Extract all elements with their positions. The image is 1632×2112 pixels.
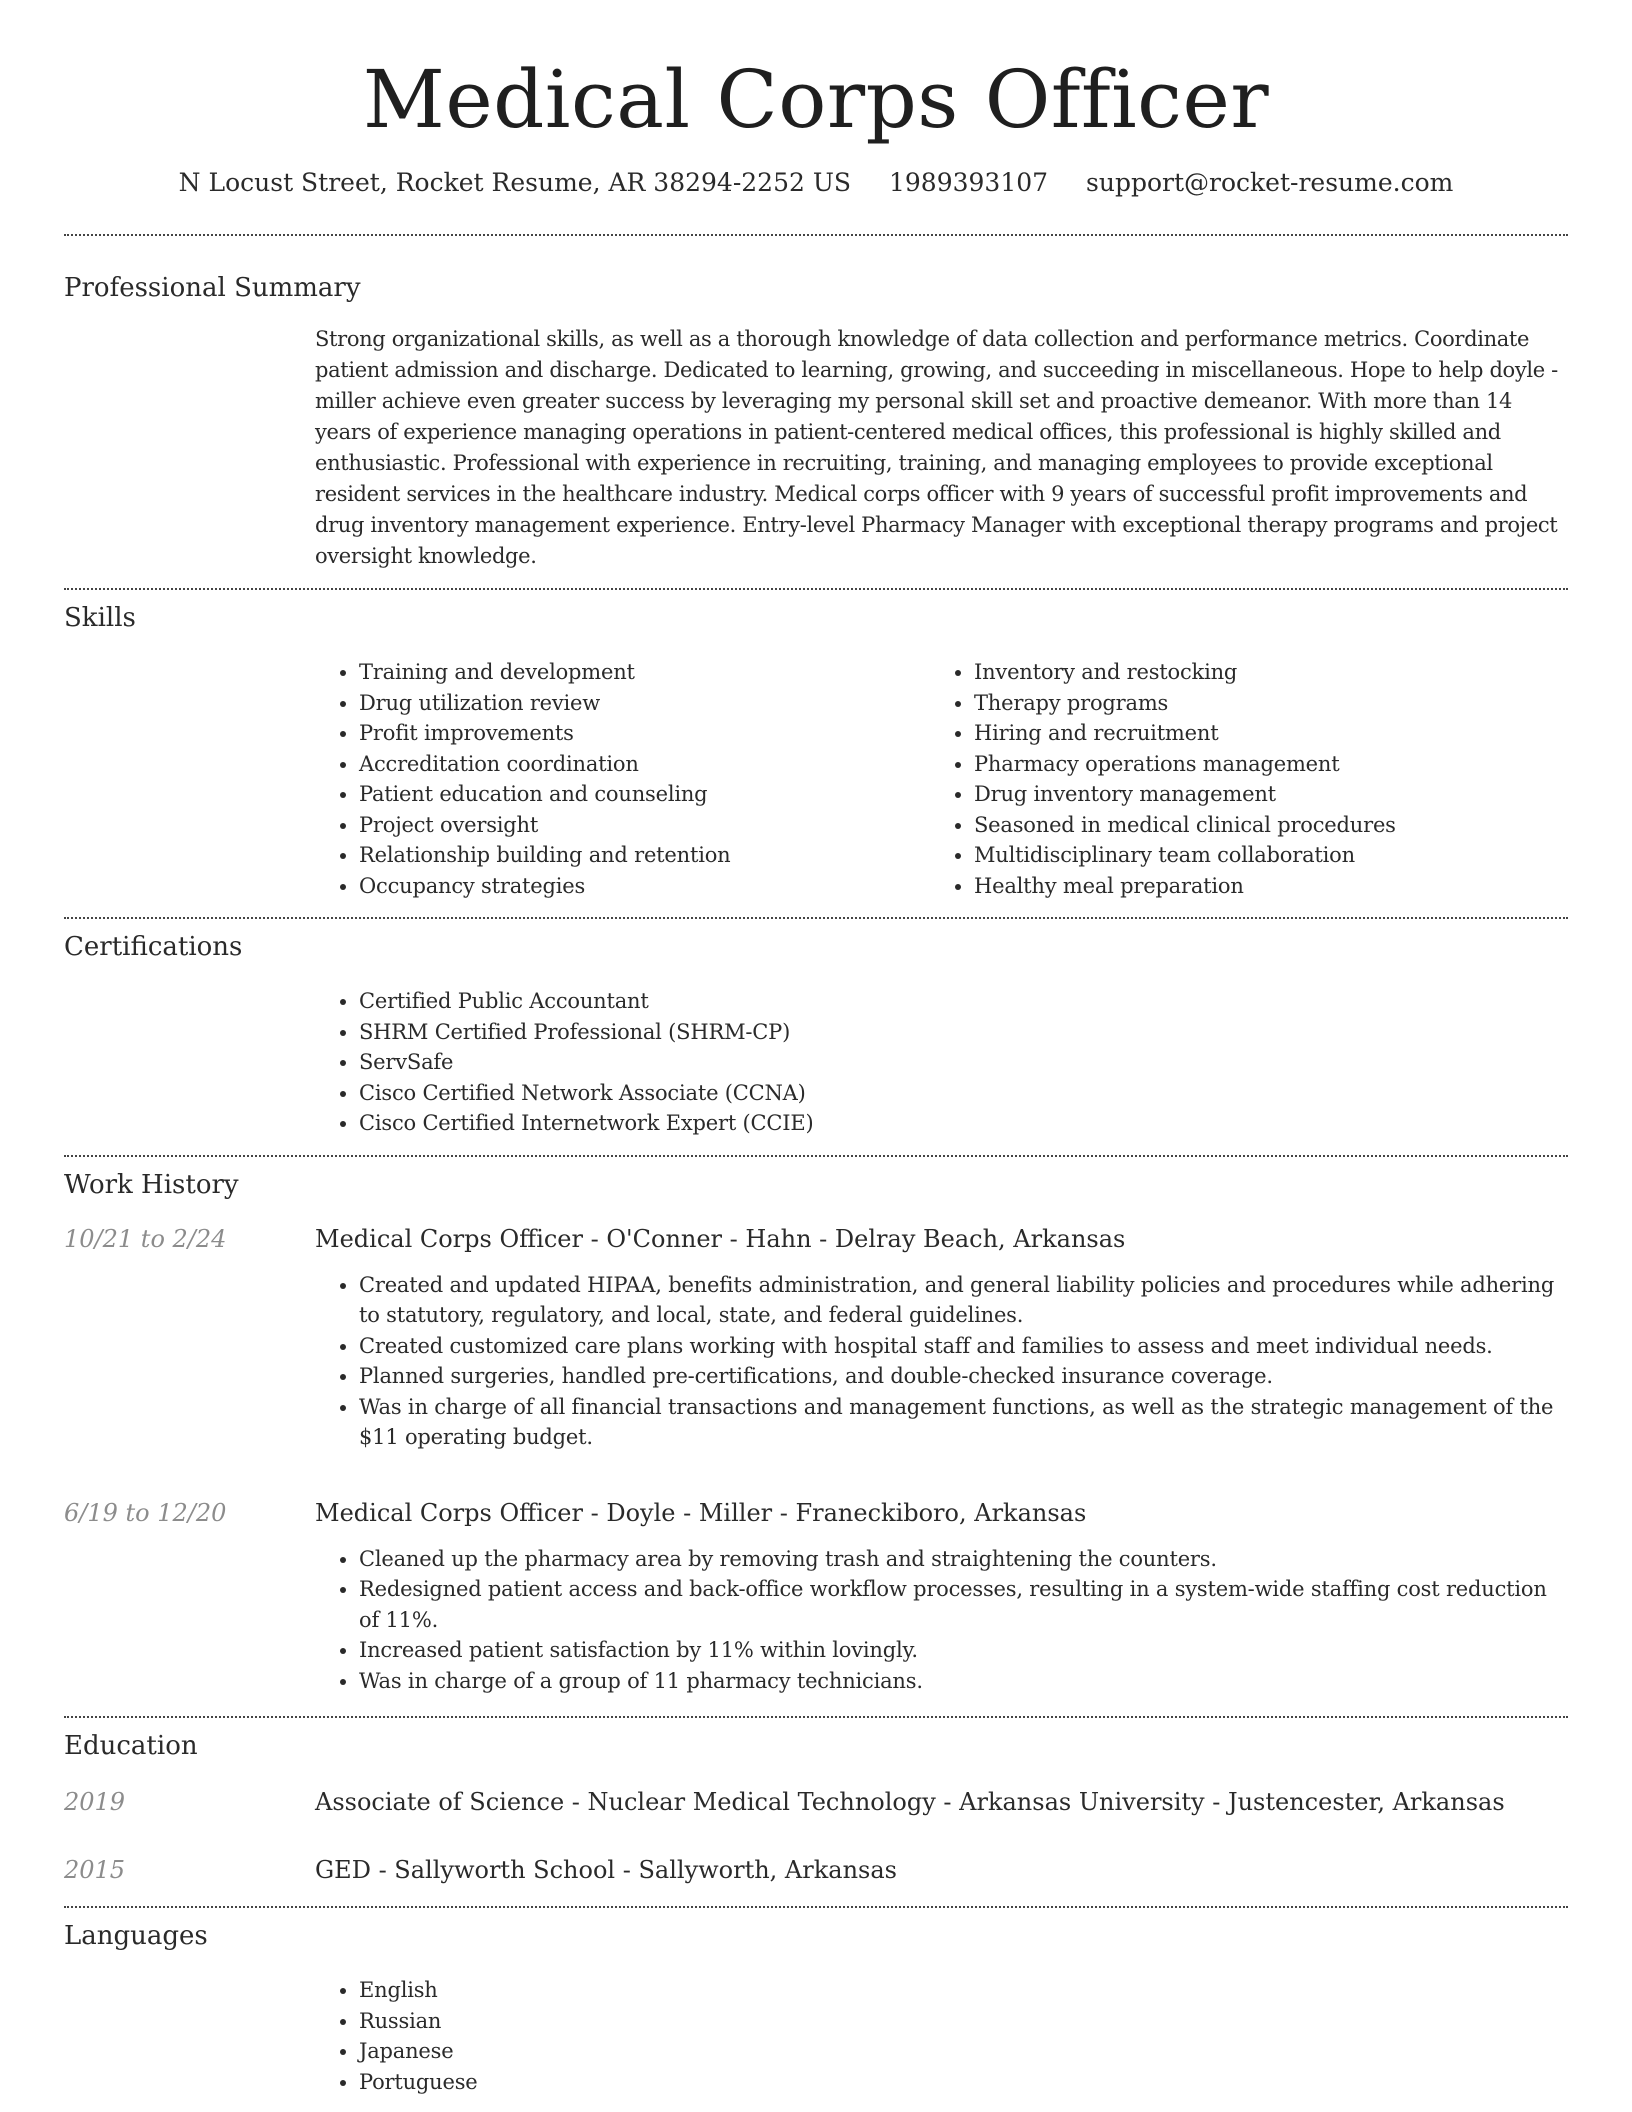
job-bullet-list (315, 1544, 1568, 1697)
certifications-heading: Certifications (64, 932, 243, 962)
work-heading: Work History (64, 1169, 239, 1200)
skill-item: • Patient education and counseling (359, 779, 930, 810)
summary-body (315, 324, 1568, 572)
job-bullet: • Cleaned up the pharmacy area by removing trash and straightening the counters. (359, 1544, 1559, 1575)
job-bullets (315, 1270, 1568, 1453)
resume-name: Medical Corps Officer (362, 53, 1270, 146)
language-item: • English (359, 1975, 1568, 2006)
job-bullet: • Was in charge of all financial transactions and management functions, as well as the strategic management of the $11 operating budget. (359, 1392, 1559, 1453)
job-entry (64, 1223, 1568, 1255)
job-bullet: • Was in charge of a group of 11 pharmacy technicians. (359, 1666, 1559, 1697)
certification-item: • Cisco Certified Internetwork Expert (CCIE) (359, 1108, 1568, 1139)
job-bullet: • Planned surgeries, handled pre-certifications, and double-checked insurance coverage. (359, 1361, 1559, 1392)
job-bullet: • Created customized care plans working with hospital staff and families to assess and meet individual needs. (359, 1331, 1559, 1362)
education-entry (64, 1854, 1568, 1886)
education-section (64, 1718, 1568, 1886)
skill-item: • Project oversight (359, 810, 930, 841)
certifications-section (64, 919, 1568, 1139)
certification-item: • ServSafe (359, 1047, 1568, 1078)
education-heading: Education (64, 1731, 198, 1761)
contact-email[interactable]: support@rocket-resume.com (1086, 168, 1454, 197)
contact-phone: 1989393107 (889, 168, 1049, 197)
certifications-body (315, 986, 1568, 1139)
skill-item: • Relationship building and retention (359, 840, 930, 871)
job-entry (64, 1497, 1568, 1529)
certification-item: • SHRM Certified Professional (SHRM-CP) (359, 1017, 1568, 1048)
contact-line (64, 166, 1568, 200)
languages-heading: Languages (64, 1921, 208, 1951)
languages-section (64, 1908, 1568, 2097)
summary-text: Strong organizational skills, as well as a thorough knowledge of data collection and performance metrics. Coordinate patient admission and discharge. Dedicated to learning, growing, and succeeding in miscellaneous. Hope to help doyle - miller achieve even greater success by leveraging my personal skill set and proactive demeanor. With more than 14 years of experience managing operations in patient-centered medical offices, this professional is highly skilled and enthusiastic. Professional with experience in recruiting, training, and managing employees to provide exceptional resident services in the healthcare industry. Medical corps officer with 9 years of successful profit improvements and drug inventory management experience. Entry-level Pharmacy Manager with exceptional therapy programs and project oversight knowledge. (315, 327, 1558, 568)
languages-list (315, 1975, 1568, 2097)
skills-list-right (930, 657, 1545, 901)
skill-item: • Drug inventory management (974, 779, 1545, 810)
job-dates: 10/21 to 2/24 (64, 1224, 227, 1253)
skill-item: • Profit improvements (359, 718, 930, 749)
language-item: • Russian (359, 2006, 1568, 2037)
education-detail: Associate of Science - Nuclear Medical Technology - Arkansas University - Justencester, Arkansas (315, 1788, 1505, 1816)
certification-item: • Certified Public Accountant (359, 986, 1568, 1017)
language-item: • Portuguese (359, 2067, 1568, 2098)
skills-heading: Skills (64, 603, 136, 633)
skills-section (64, 590, 1568, 901)
job-bullet: • Redesigned patient access and back-office workflow processes, resulting in a system-wide staffing cost reduction of 11%. (359, 1574, 1559, 1635)
skill-item: • Drug utilization review (359, 688, 930, 719)
skills-list-left (315, 657, 930, 901)
job-bullet: • Increased patient satisfaction by 11% within lovingly. (359, 1635, 1559, 1666)
skill-item: • Seasoned in medical clinical procedures (974, 810, 1545, 841)
job-bullet-list (315, 1270, 1568, 1453)
job-title: Medical Corps Officer - O'Conner - Hahn - Delray Beach, Arkansas (315, 1224, 1126, 1253)
education-detail: GED - Sallyworth School - Sallyworth, Arkansas (315, 1856, 897, 1884)
skill-item: • Accreditation coordination (359, 749, 930, 780)
skill-item: • Multidisciplinary team collaboration (974, 840, 1545, 871)
summary-section (64, 236, 1568, 572)
skill-item: • Pharmacy operations management (974, 749, 1545, 780)
education-entry (64, 1786, 1568, 1818)
summary-heading: Professional Summary (64, 273, 361, 303)
skill-item: • Hiring and recruitment (974, 718, 1545, 749)
education-year: 2015 (64, 1856, 126, 1884)
certifications-list (315, 986, 1568, 1139)
job-dates: 6/19 to 12/20 (64, 1498, 227, 1527)
contact-address: N Locust Street, Rocket Resume, AR 38294-2252 US (178, 168, 852, 197)
skill-item: • Therapy programs (974, 688, 1545, 719)
job-bullet: • Created and updated HIPAA, benefits administration, and general liability policies and procedures while adhering to statutory, regulatory, and local, state, and federal guidelines. (359, 1270, 1559, 1331)
resume-page (64, 0, 1568, 2097)
languages-body (315, 1975, 1568, 2097)
job-bullets (315, 1544, 1568, 1697)
language-item: • Japanese (359, 2036, 1568, 2067)
skill-item: • Healthy meal preparation (974, 871, 1545, 902)
certification-item: • Cisco Certified Network Associate (CCNA) (359, 1078, 1568, 1109)
skills-grid (315, 657, 1568, 901)
skill-item: • Occupancy strategies (359, 871, 930, 902)
work-section (64, 1157, 1568, 1697)
skill-item: • Training and development (359, 657, 930, 688)
skill-item: • Inventory and restocking (974, 657, 1545, 688)
education-year: 2019 (64, 1788, 126, 1816)
job-title: Medical Corps Officer - Doyle - Miller - Franeckiboro, Arkansas (315, 1498, 1087, 1527)
